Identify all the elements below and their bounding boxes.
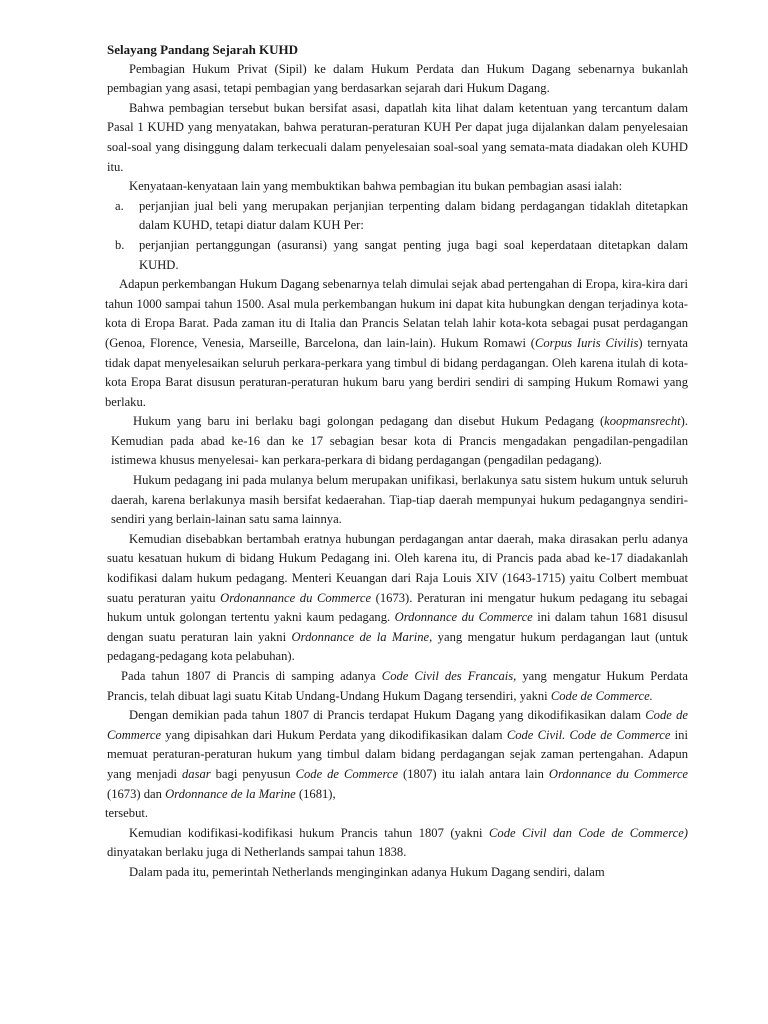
text-segment: Adapun perkembangan Hukum Dagang sebenarnya telah dimulai sejak abad pertengahan di Eropa, kira-kira dari tahun 1000 sampai tahun 1500. Asal mula perkembangan hukum ini dapat kita hubungkan dengan terjadinya kota-kota di Eropa Barat. Pada zaman itu di Italia dan Prancis Selatan telah lahir kota-kota sebagai pusat perdagangan (Genoa, Florence, Venesia, Marseille, Barcelona, dan lain-lain). Hukum Romawi ( [105, 277, 688, 350]
italic-term: Ordonnance de la Marine, [291, 629, 433, 644]
italic-term: Code de Commerce [295, 766, 399, 781]
italic-term: dasar [182, 766, 211, 781]
text-segment: bagi penyusun [210, 766, 296, 781]
italic-term: Code de Commerce [569, 727, 671, 742]
text-segment: yang dipisahkan dari Hukum Perdata yang dikodifikasikan dalam [161, 727, 507, 742]
italic-term: Code Civil. [506, 727, 566, 742]
text-segment: (1807) itu ialah antara lain [398, 766, 549, 781]
paragraph-9 [107, 706, 688, 804]
text-segment: (1681), [295, 786, 336, 801]
text-segment: ini memuat peraturan-peraturan hukum yang timbul dalam bidang perdagangan sejak zaman pertengahan. Adapun yang menjadi [107, 727, 688, 781]
list-marker: b. [115, 237, 125, 252]
italic-term: Corpus Iuris Civilis [534, 335, 639, 350]
list-item-text: perjanjian pertanggungan (asuransi) yang sangat penting juga bagi soal keperdataan ditetapkan dalam KUHD. [139, 237, 688, 272]
text-segment: Pada tahun 1807 di Prancis di samping adanya [121, 669, 382, 683]
paragraph-10 [107, 824, 688, 863]
text-segment: dinyatakan berlaku juga di Netherlands sampai tahun 1838. [107, 845, 407, 860]
paragraph-1: Pembagian Hukum Privat (Sipil) ke dalam Hukum Perdata dan Hukum Dagang sebenarnya bukanlah pembagian yang asasi, tetapi pembagian yang berdasarkan sejarah dari Hukum Dagang. [107, 61, 688, 96]
paragraph-8 [107, 667, 688, 706]
italic-term: Ordonnance du Commerce [548, 766, 689, 781]
text-segment: yang mengatur Hukum Perdata Prancis, telah dibuat lagi suatu Kitab Undang-Undang Hukum Dagang tersendiri, yakni [107, 669, 688, 703]
italic-term: Code de Commerce [107, 708, 688, 742]
paragraph-11: Dalam pada itu, pemerintah Netherlands menginginkan adanya Hukum Dagang sendiri, dalam [129, 864, 605, 879]
paragraph-2: Bahwa pembagian tersebut bukan bersifat asasi, dapatlah kita lihat dalam ketentuan yang tercantum dalam Pasal 1 KUHD yang menyatakan, bahwa peraturan-peraturan KUH Per dapat juga dijalankan dalam penyelesaian soal-soal yang disinggung dalam terkecuali dalam penyelesaian soal-soal yang semata-mata diadakan oleh KUHD itu. [107, 100, 688, 174]
paragraph-7 [107, 530, 688, 667]
text-segment: ) ternyata tidak dapat menyelesaikan seluruh perkara-perkara yang timbul di bidang perdagangan. Oleh karena itulah di kota-kota Eropa Barat disusun peraturan-peraturan hukum baru yang berdiri sendiri di samping Hukum Romawi yang berlaku. [105, 335, 688, 409]
italic-term: Code Civil dan Code de Commerce) [489, 825, 688, 840]
paragraph-3: Kenyataan-kenyataan lain yang membuktikan bahwa pembagian itu bukan pembagian asasi ialah: [129, 179, 623, 194]
paragraph-6: Hukum pedagang ini pada mulanya belum merupakan unifikasi, berlakunya satu sistem hukum untuk seluruh daerah, karena berlakunya masih bersifat kedaerahan. Tiap-tiap daerah mempunyai hukum pedagangnya sendiri-sendiri yang berlain-lainan satu sama lainnya. [111, 473, 688, 527]
list-non-basic-division [107, 197, 688, 275]
text-segment: Dengan demikian pada tahun 1807 di Prancis terdapat Hukum Dagang yang dikodifikasikan dalam [129, 708, 646, 723]
paragraph-9-tail: tersebut. [105, 806, 149, 821]
list-item [107, 197, 688, 236]
list-marker: a. [115, 198, 124, 213]
text-segment: Kemudian kodifikasi-kodifikasi hukum Prancis tahun 1807 (yakni [129, 825, 489, 840]
text-segment: Kemudian disebabkan bertambah eratnya hubungan perdagangan antar daerah, maka dirasakan perlu adanya suatu kesatuan hukum di bidang Hukum Pedagang ini. Oleh karena itu, di Prancis pada abad ke-17 diadakanlah kodifikasi dalam hukum pedagang. Menteri Keuangan dari Raja Louis XIV (1643-1715) yaitu Colbert membuat suatu peraturan yaitu [107, 531, 688, 605]
italic-term: Ordonnance du Commerce [394, 610, 533, 625]
document-title: Selayang Pandang Sejarah KUHD [107, 42, 299, 57]
italic-term: Code de Commerce. [550, 688, 653, 703]
paragraph-5 [111, 412, 688, 471]
italic-term: Ordonnance de la Marine [165, 786, 296, 801]
text-segment: ). Kemudian pada abad ke-16 dan ke 17 sebagian besar kota di Prancis mengadakan pengadilan-pengadilan istimewa khusus menyelesai- kan perkara-perkara di bidang perdagangan (pengadilan pedagang). [111, 414, 688, 468]
list-item [107, 236, 688, 275]
text-segment: Hukum yang baru ini berlaku bagi golongan pedagang dan disebut Hukum Pedagang ( [133, 414, 605, 429]
text-segment: (1673). Peraturan ini mengatur hukum pedagang itu sebagai hukum untuk golongan tertentu yakni kaum pedagang. [107, 590, 688, 625]
text-segment: ini dalam tahun 1681 disusul dengan suatu peraturan lain yakni [107, 610, 689, 644]
italic-term: Ordonannance du Commerce [220, 590, 372, 605]
italic-term: Code Civil des Francais, [381, 669, 517, 683]
list-item-text: perjanjian jual beli yang merupakan perjanjian terpenting dalam bidang perdagangan tidaklah ditetapkan dalam KUHD, tetapi diatur dalam KUH Per: [139, 198, 688, 233]
paragraph-4 [105, 275, 688, 412]
italic-term: koopmansrecht [604, 414, 681, 429]
text-segment: yang mengatur hukum perdagangan laut (untuk pedagang-pedagang kota pelabuhan). [107, 629, 688, 664]
text-segment: (1673) dan [107, 786, 166, 801]
